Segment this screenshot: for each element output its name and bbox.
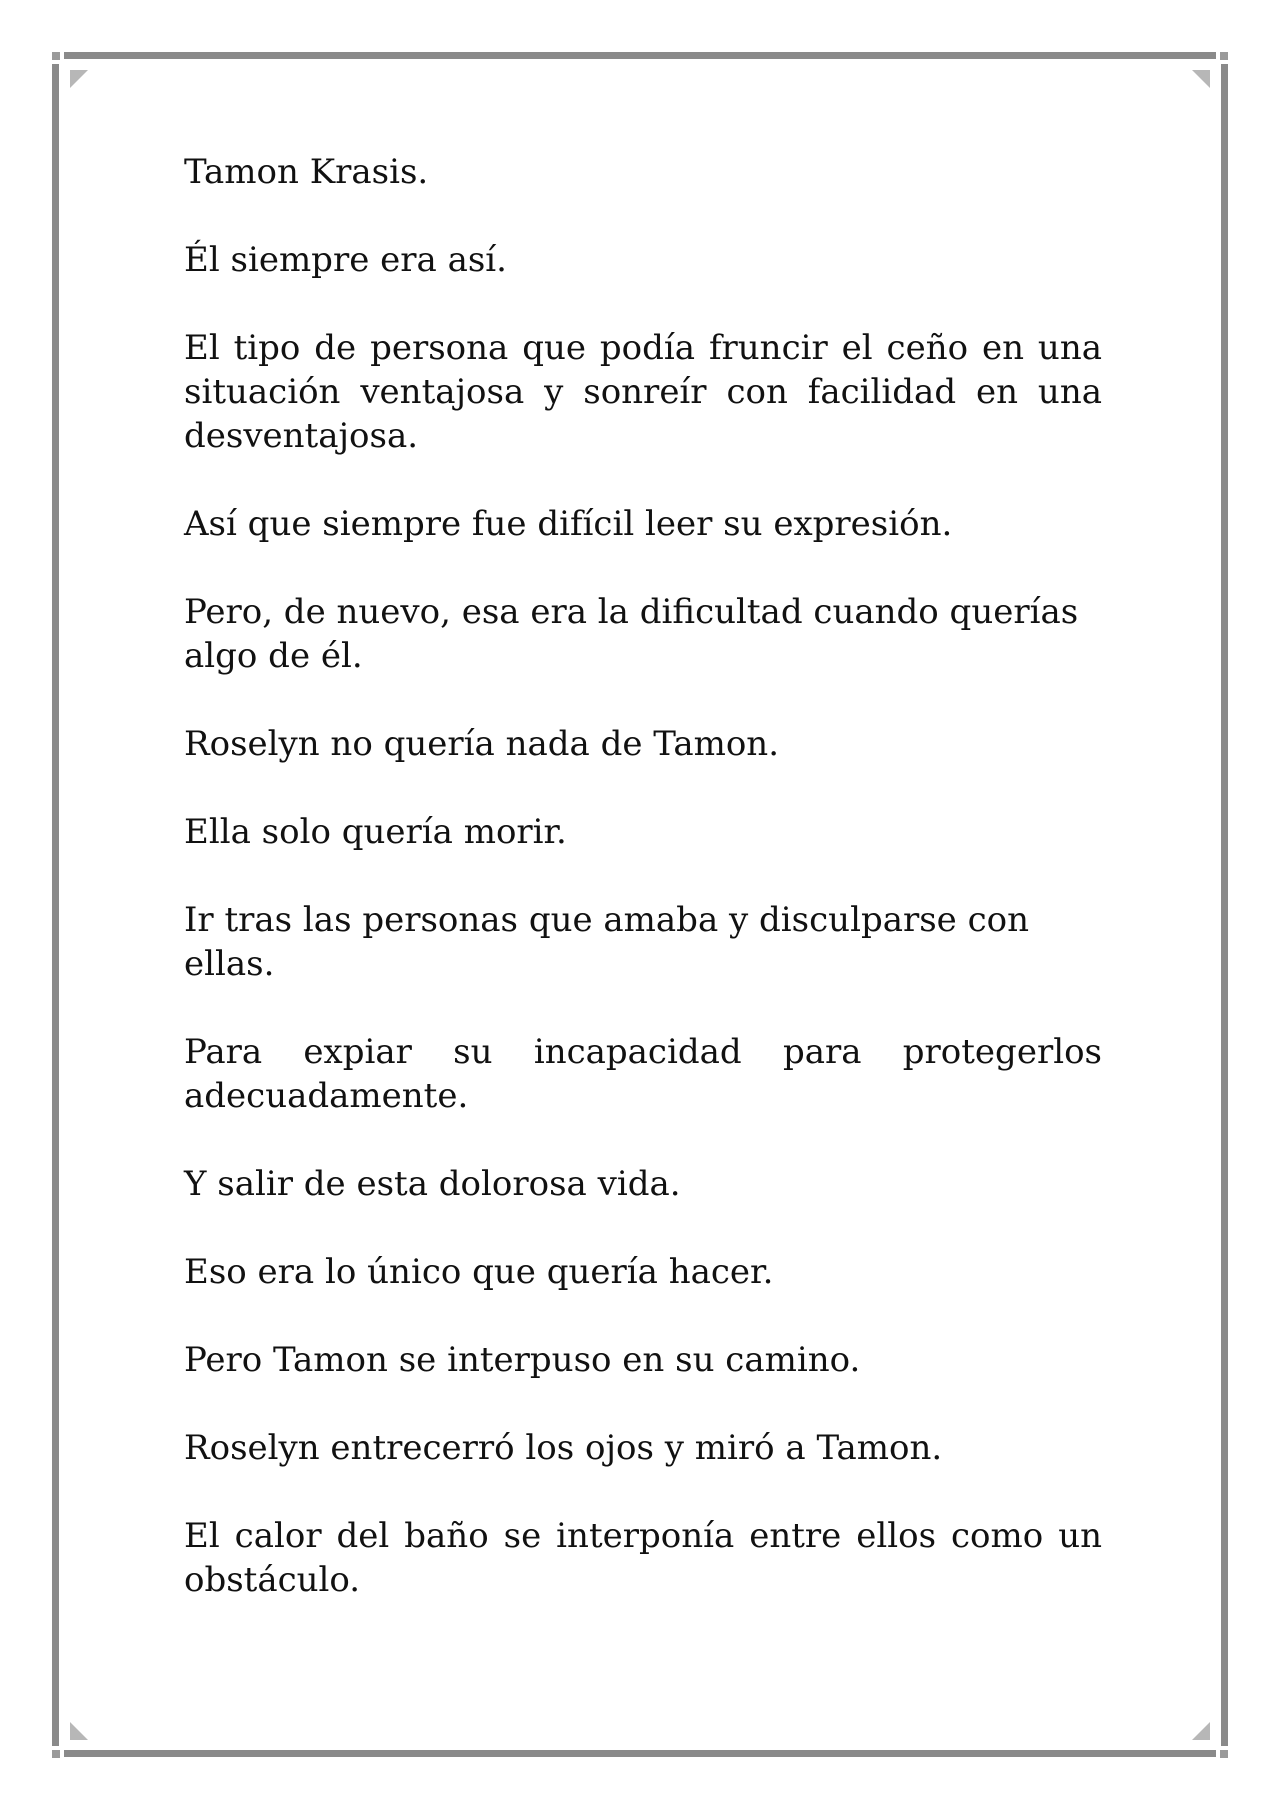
corner-square-top-left — [52, 52, 60, 60]
corner-ornament-top-left — [70, 70, 88, 88]
corner-ornament-bottom-left — [70, 1722, 88, 1740]
paragraph: Ella solo quería morir. — [184, 812, 567, 852]
paragraph: El calor del baño se interponía entre ellos como un obstáculo. — [184, 1516, 1102, 1600]
corner-square-bottom-left — [52, 1750, 60, 1758]
corner-square-bottom-right — [1220, 1750, 1228, 1758]
frame-top-line — [64, 52, 1216, 59]
paragraph: El tipo de persona que podía fruncir el ceño en una situación ventajosa y sonreír con facilidad en una desventajosa. — [184, 328, 1102, 456]
corner-square-top-right — [1220, 52, 1228, 60]
corner-ornament-bottom-right — [1192, 1722, 1210, 1740]
paragraph: Tamon Krasis. — [184, 152, 429, 192]
paragraph: Así que siempre fue difícil leer su expresión. — [184, 504, 953, 544]
paragraph: Eso era lo único que quería hacer. — [184, 1252, 774, 1292]
paragraph: Y salir de esta dolorosa vida. — [184, 1164, 681, 1204]
corner-ornament-top-right — [1192, 70, 1210, 88]
paragraph: Para expiar su incapacidad para protegerlos adecuadamente. — [184, 1032, 1102, 1116]
frame-right-line — [1221, 64, 1228, 1746]
frame-left-line — [52, 64, 59, 1746]
paragraph: Él siempre era así. — [184, 240, 507, 280]
paragraph: Roselyn no quería nada de Tamon. — [184, 724, 780, 764]
paragraph: Ir tras las personas que amaba y disculparse con ellas. — [184, 900, 1030, 984]
paragraph: Pero Tamon se interpuso en su camino. — [184, 1340, 861, 1380]
frame-bottom-line — [64, 1750, 1216, 1757]
paragraph: Roselyn entrecerró los ojos y miró a Tamon. — [184, 1428, 943, 1468]
document-body — [184, 150, 1102, 1646]
paragraph: Pero, de nuevo, esa era la dificultad cuando querías algo de él. — [184, 592, 1079, 676]
